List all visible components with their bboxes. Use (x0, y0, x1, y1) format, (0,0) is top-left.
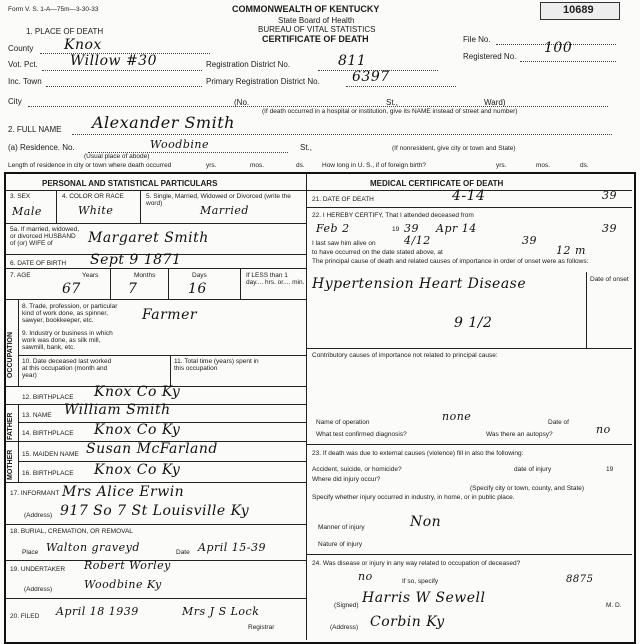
last-saw-year: 39 (522, 234, 537, 247)
sex-label: 3. SEX (10, 193, 31, 200)
external-causes-label: 23. If death was due to external causes (violence) fill in also the following: (312, 450, 524, 457)
vot-pct-value: Willow #30 (70, 53, 157, 69)
burial-label: 18. BURIAL, CREMATION, OR REMOVAL (10, 528, 133, 535)
injury-where-label: Where did injury occur? (312, 476, 381, 483)
occupation-label-11: 11. Total time (years) spent in this occupation (174, 358, 259, 372)
marital-label: 5. Single, Married, Widowed or Divorced (write the word) (146, 193, 291, 207)
primary-district-value: 6397 (352, 69, 390, 85)
registered-no-label: Registered No. (463, 52, 517, 61)
undertaker-label: 19. UNDERTAKER (10, 566, 66, 573)
dob-value: Sept 9 1871 (90, 252, 182, 268)
attended-from-value: Feb 2 (316, 222, 350, 235)
registrar-label: Registrar (248, 624, 275, 631)
date-of-death-year: 39 (602, 189, 617, 202)
city-st-label: St., (386, 98, 399, 107)
autopsy-label: Was there an autopsy? (486, 431, 553, 438)
file-no-label: File No. (463, 35, 491, 44)
occupation-label-9: 9. Industry or business in which work was done, as silk mill, sawmill, bank, etc. (22, 330, 113, 351)
specify-city-note: (Specify city or town, county, and State) (470, 485, 585, 492)
length-mos: mos. (250, 162, 265, 169)
filed-value: April 18 1939 (56, 605, 139, 618)
undertaker-value: Robert Worley (84, 559, 171, 572)
mother-vertical-label: MOTHER (7, 449, 14, 480)
city-ward-label: Ward) (484, 98, 506, 107)
attended-year-from: 39 (404, 222, 419, 235)
how-long-mos: mos. (536, 162, 551, 169)
informant-address-value: 917 So 7 St Louisville Ky (60, 503, 250, 519)
occupation-label-8: 8. Trade, profession, or particular kind of work done, as spinner, sawyer, bookkeeper, etc. (22, 303, 118, 324)
manner-value: Non (410, 514, 442, 530)
injury-year-label: 19 (606, 466, 614, 473)
age-years-value: 67 (62, 281, 81, 297)
filed-label: 20. FILED (10, 613, 40, 620)
color-value: White (78, 204, 114, 217)
operation-value: none (442, 410, 472, 423)
undertaker-address-value: Woodbine Ky (84, 578, 162, 591)
attended-year-label: 19 (392, 226, 400, 233)
manner-label: Manner of injury (318, 524, 365, 531)
color-label: 4. COLOR OR RACE (62, 193, 124, 200)
date-injury-label: date of injury (514, 466, 552, 473)
disease-related-value: no (358, 570, 373, 583)
operation-date-label: Date of (548, 419, 569, 426)
spouse-value: Margaret Smith (88, 230, 209, 246)
age-days-label: Days (192, 272, 207, 279)
how-long-ds: ds. (580, 162, 589, 169)
father-birthplace-label: 14. BIRTHPLACE (22, 430, 74, 437)
burial-place-value: Walton graveyd (46, 541, 140, 554)
principal-cause-label: The principal cause of death and related causes of importance in order of onset were as follows: (312, 258, 589, 265)
age-months-label: Months (134, 272, 156, 279)
age-months-value: 7 (128, 281, 138, 297)
county-label: County (8, 44, 34, 53)
specify-industry-label: Specify whether injury occurred in industry, in home, or in public place. (312, 494, 515, 501)
registration-district-label: Registration District No. (206, 60, 291, 69)
occupation-value: Farmer (142, 307, 198, 323)
disease-related-label: 24. Was disease or injury in any way related to occupation of deceased? (312, 560, 521, 567)
bureau-heading: BUREAU OF VITAL STATISTICS (258, 25, 376, 34)
sex-value: Male (12, 205, 42, 218)
mother-maiden-label: 15. MAIDEN NAME (22, 451, 79, 458)
commonwealth-heading: COMMONWEALTH OF KENTUCKY (232, 4, 380, 14)
date-of-death-value: 4-14 (452, 188, 486, 204)
operation-label: Name of operation (316, 419, 370, 426)
medical-section-title: MEDICAL CERTIFICATE OF DEATH (370, 179, 504, 188)
signed-label: (Signed) (334, 602, 359, 609)
date-of-death-label: 21. DATE OF DEATH (312, 196, 374, 203)
code-value: 8875 (566, 574, 594, 585)
attended-to-value: Apr 14 (436, 222, 477, 235)
death-note: to have occurred on the date stated above, at (312, 249, 443, 256)
stamp-number: 10689 (563, 4, 594, 16)
signed-value: Harris W Sewell (362, 590, 486, 606)
usual-place-note: (Usual place of abode) (84, 153, 150, 160)
registered-no-value: 100 (544, 40, 573, 56)
burial-place-label: Place (22, 549, 39, 556)
informant-value: Mrs Alice Erwin (62, 484, 185, 500)
nonresident-note: (If nonresident, give city or town and State) (392, 145, 516, 152)
undertaker-address-label: (Address) (24, 586, 53, 593)
autopsy-value: no (596, 423, 611, 436)
nature-label: Nature of injury (318, 541, 363, 548)
registrar-value: Mrs J S Lock (182, 605, 260, 618)
burial-date-value: April 15-39 (198, 541, 266, 554)
informant-label: 17. INFORMANT (10, 490, 60, 497)
stamp-number-box (540, 2, 620, 20)
marital-value: Married (200, 204, 249, 217)
city-label: City (8, 97, 22, 106)
medical-address-value: Corbin Ky (370, 614, 445, 630)
residence-st-label: St., (300, 143, 313, 152)
certificate-heading: CERTIFICATE OF DEATH (262, 34, 369, 44)
primary-district-label: Primary Registration District No. (206, 77, 320, 86)
county-value: Knox (64, 37, 102, 53)
death-time: 12 m (556, 244, 586, 257)
mother-maiden-value: Susan McFarland (86, 441, 218, 457)
length-residence-label: Length of residence in city or town where death occurred (8, 162, 172, 169)
informant-address-label: (Address) (24, 512, 53, 519)
dob-label: 6. DATE OF BIRTH (10, 260, 67, 267)
occupation-label-10: 10. Date deceased last worked at this occupation (month and year) (22, 358, 112, 379)
last-saw-value: 4/12 (404, 234, 431, 247)
last-saw-label: I last saw him alive on (312, 240, 376, 247)
accident-label: Accident, suicide, or homicide? (312, 466, 402, 473)
if-so-label: If so, specify (402, 578, 439, 585)
birthplace-value: Knox Co Ky (94, 384, 181, 400)
contributory-label: Contributory causes of importance not related to principal cause: (312, 352, 498, 359)
full-name-value: Alexander Smith (92, 113, 235, 132)
date-of-onset-label: Date of onset (590, 276, 629, 283)
full-name-label: 2. FULL NAME (8, 125, 62, 134)
city-no-label: (No. (234, 98, 250, 107)
test-confirmed-label: What test confirmed diagnosis? (316, 431, 407, 438)
birthplace-label: 12. BIRTHPLACE (22, 394, 74, 401)
father-birthplace-value: Knox Co Ky (94, 422, 181, 438)
vot-pct-label: Vot. Pct. (8, 60, 38, 69)
father-vertical-label: FATHER (7, 412, 14, 440)
occupation-vertical-label: OCCUPATION (7, 331, 14, 378)
cause-duration: 9 1/2 (454, 315, 493, 331)
residence-label: (a) Residence. No. (8, 143, 75, 152)
inc-town-label: Inc. Town (8, 77, 42, 86)
medical-address-label: (Address) (330, 624, 359, 631)
certify-label: 22. I HEREBY CERTIFY, That I attended deceased from (312, 212, 474, 219)
father-name-value: William Smith (64, 402, 171, 418)
less-than-label: If LESS than 1 day.... hrs. or.... min. (246, 272, 305, 286)
hospital-note: (If death occurred in a hospital or institution, give its NAME instead of street and number) (262, 108, 518, 115)
age-years-label: Years (82, 272, 99, 279)
age-days-value: 16 (188, 281, 207, 297)
age-label: 7. AGE (10, 272, 31, 279)
board-heading: State Board of Health (278, 16, 355, 25)
cause-value: Hypertension Heart Disease (312, 276, 527, 292)
how-long-yrs: yrs. (496, 162, 507, 169)
registration-district-value: 811 (338, 53, 367, 69)
form-id: Form V. S. 1-A—75m—3-30-33 (8, 6, 99, 13)
burial-date-label: Date (176, 549, 190, 556)
length-yrs: yrs. (206, 162, 217, 169)
place-of-death-label: 1. PLACE OF DEATH (26, 27, 104, 36)
mother-birthplace-value: Knox Co Ky (94, 462, 181, 478)
father-name-label: 13. NAME (22, 412, 52, 419)
mother-birthplace-label: 16. BIRTHPLACE (22, 470, 74, 477)
length-ds: ds. (296, 162, 305, 169)
personal-section-title: PERSONAL AND STATISTICAL PARTICULARS (42, 179, 218, 188)
md-label: M. D. (606, 602, 622, 609)
how-long-label: How long in U. S., if of foreign birth? (322, 162, 427, 169)
spouse-label: 5a. If married, widowed, or divorced HUSBAND of (or) WIFE of (10, 226, 80, 247)
attended-year-to: 39 (602, 222, 617, 235)
residence-value: Woodbine (150, 138, 209, 151)
